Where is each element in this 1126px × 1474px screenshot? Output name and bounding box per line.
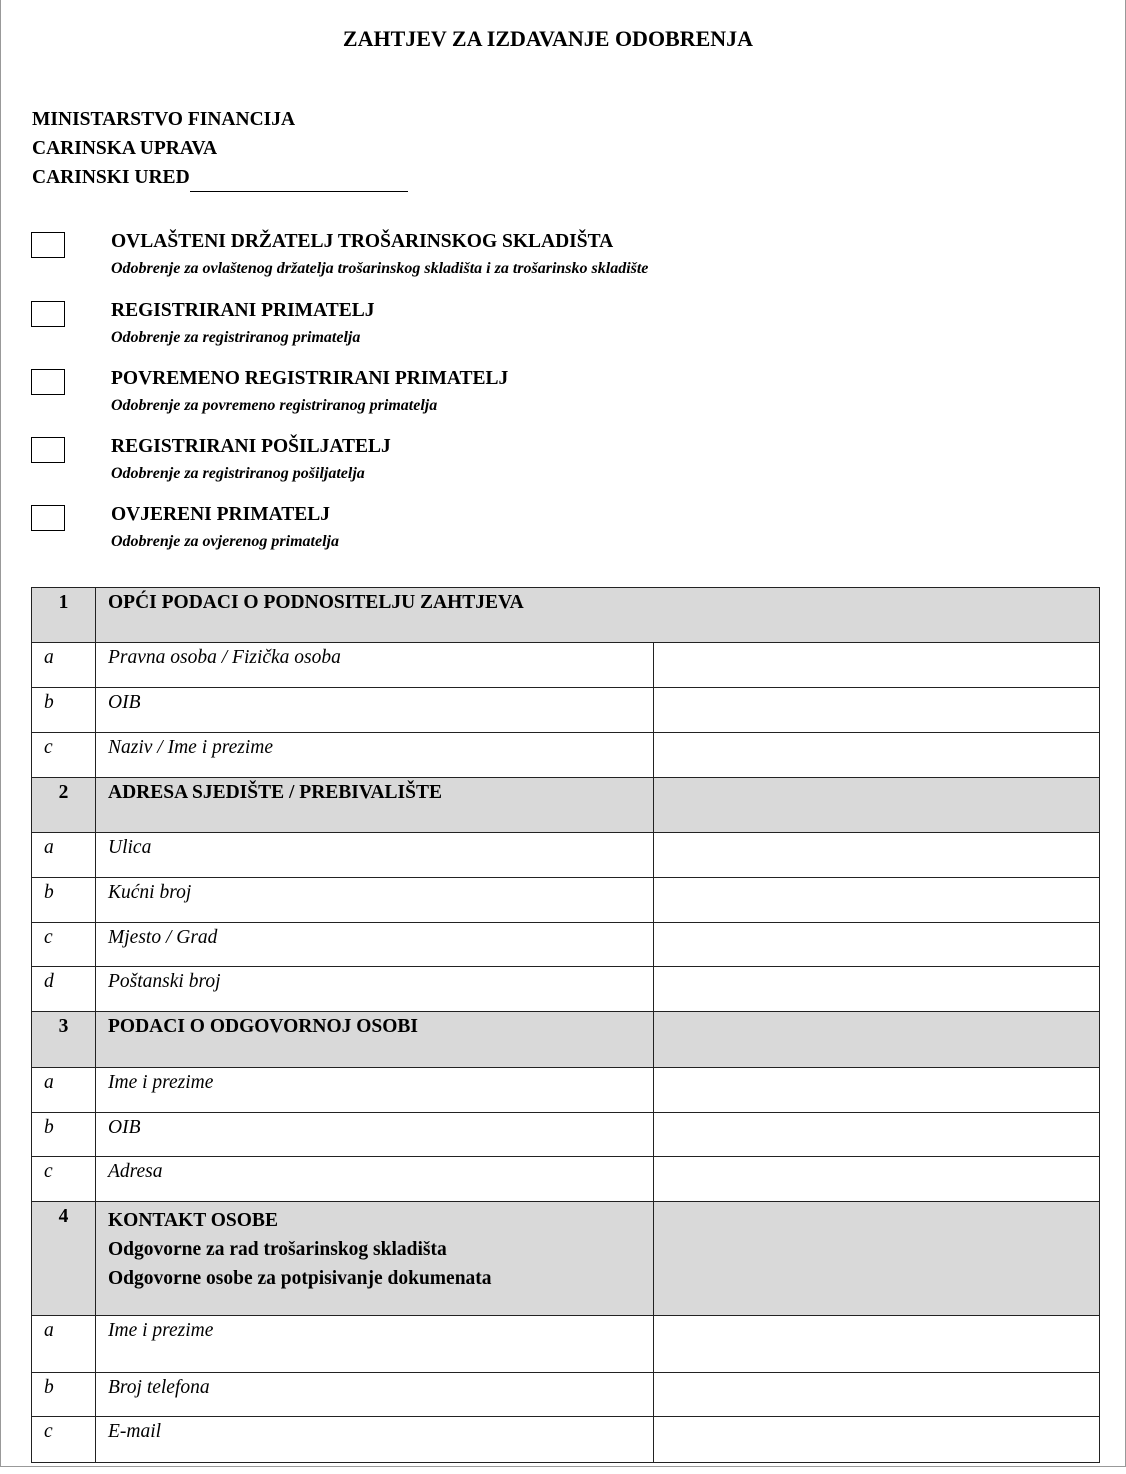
option-title: POVREMENO REGISTRIRANI PRIMATELJ bbox=[111, 368, 509, 389]
postal-code-field[interactable] bbox=[654, 967, 1100, 1012]
row-label: Pravna osoba / Fizička osoba bbox=[96, 643, 654, 688]
oib-field[interactable] bbox=[654, 688, 1100, 733]
row-label: Naziv / Ime i prezime bbox=[96, 733, 654, 778]
responsible-name-field[interactable] bbox=[654, 1068, 1100, 1113]
row-key: a bbox=[32, 1316, 96, 1373]
customs-office-line bbox=[32, 163, 408, 192]
row-label: Ime i prezime bbox=[96, 1316, 654, 1373]
row-key: c bbox=[32, 923, 96, 967]
section-title: ADRESA SJEDIŠTE / PREBIVALIŠTE bbox=[96, 778, 654, 833]
responsible-oib-field[interactable] bbox=[654, 1113, 1100, 1157]
table-row bbox=[32, 1316, 1100, 1373]
row-key: b bbox=[32, 878, 96, 923]
option-authorised-warehousekeeper bbox=[31, 232, 1031, 292]
section-header-2 bbox=[32, 778, 1100, 833]
option-registered-consignee bbox=[31, 301, 1031, 361]
checkbox[interactable] bbox=[31, 505, 65, 531]
table-row bbox=[32, 643, 1100, 688]
name-field[interactable] bbox=[654, 733, 1100, 778]
table-row bbox=[32, 923, 1100, 967]
option-title: OVLAŠTENI DRŽATELJ TROŠARINSKOG SKLADIŠTA bbox=[111, 231, 614, 252]
section-number: 3 bbox=[32, 1012, 96, 1068]
row-key: a bbox=[32, 833, 96, 878]
section-header-4 bbox=[32, 1202, 1100, 1316]
row-key: b bbox=[32, 1113, 96, 1157]
section-subtitle: Odgovorne osobe za potpisivanje dokumenata bbox=[108, 1268, 492, 1289]
section-title: PODACI O ODGOVORNOJ OSOBI bbox=[96, 1012, 654, 1068]
option-subtitle: Odobrenje za ovlaštenog držatelja trošarinskog skladišta i za trošarinsko skladište bbox=[111, 260, 649, 277]
row-key: c bbox=[32, 1157, 96, 1202]
row-label: E-mail bbox=[96, 1417, 654, 1463]
table-row bbox=[32, 833, 1100, 878]
row-label: Ulica bbox=[96, 833, 654, 878]
table-row bbox=[32, 1417, 1100, 1463]
section-subtitle: Odgovorne za rad trošarinskog skladišta bbox=[108, 1239, 447, 1260]
row-label: OIB bbox=[96, 1113, 654, 1157]
option-certified-consignee bbox=[31, 505, 1031, 565]
email-field[interactable] bbox=[654, 1417, 1100, 1463]
option-subtitle: Odobrenje za povremeno registriranog primatelja bbox=[111, 397, 438, 414]
checkbox[interactable] bbox=[31, 232, 65, 258]
section-header-3 bbox=[32, 1012, 1100, 1068]
option-title: OVJERENI PRIMATELJ bbox=[111, 504, 331, 525]
row-key: a bbox=[32, 643, 96, 688]
row-key: c bbox=[32, 1417, 96, 1463]
section-number: 1 bbox=[32, 588, 96, 643]
ministry-name: MINISTARSTVO FINANCIJA bbox=[32, 109, 296, 130]
option-registered-consignor bbox=[31, 437, 1031, 497]
checkbox[interactable] bbox=[31, 369, 65, 395]
section-empty-cell bbox=[654, 1012, 1100, 1068]
table-row bbox=[32, 688, 1100, 733]
customs-office-label: CARINSKI URED bbox=[32, 167, 190, 188]
customs-office-field[interactable] bbox=[190, 171, 408, 192]
option-subtitle: Odobrenje za ovjerenog primatelja bbox=[111, 533, 339, 550]
application-form-table bbox=[31, 587, 1100, 1463]
row-label: Broj telefona bbox=[96, 1373, 654, 1417]
city-field[interactable] bbox=[654, 923, 1100, 967]
section-title: OPĆI PODACI O PODNOSITELJU ZAHTJEVA bbox=[96, 588, 1100, 643]
row-key: b bbox=[32, 688, 96, 733]
option-temporary-registered-consignee bbox=[31, 369, 1031, 429]
option-title: REGISTRIRANI POŠILJATELJ bbox=[111, 436, 391, 457]
house-number-field[interactable] bbox=[654, 878, 1100, 923]
row-label: Kućni broj bbox=[96, 878, 654, 923]
legal-natural-person-field[interactable] bbox=[654, 643, 1100, 688]
option-title: REGISTRIRANI PRIMATELJ bbox=[111, 300, 375, 321]
row-label: Adresa bbox=[96, 1157, 654, 1202]
table-row bbox=[32, 967, 1100, 1012]
table-row bbox=[32, 733, 1100, 778]
row-label: Ime i prezime bbox=[96, 1068, 654, 1113]
section-empty-cell bbox=[654, 1202, 1100, 1316]
document-title: ZAHTJEV ZA IZDAVANJE ODOBRENJA bbox=[342, 26, 754, 51]
row-label: Mjesto / Grad bbox=[96, 923, 654, 967]
table-row bbox=[32, 1068, 1100, 1113]
section-number: 4 bbox=[32, 1202, 96, 1316]
row-key: d bbox=[32, 967, 96, 1012]
table-row bbox=[32, 1157, 1100, 1202]
row-key: a bbox=[32, 1068, 96, 1113]
row-label: OIB bbox=[96, 688, 654, 733]
responsible-address-field[interactable] bbox=[654, 1157, 1100, 1202]
section-number: 2 bbox=[32, 778, 96, 833]
table-row bbox=[32, 1373, 1100, 1417]
phone-field[interactable] bbox=[654, 1373, 1100, 1417]
option-subtitle: Odobrenje za registriranog primatelja bbox=[111, 329, 361, 346]
section-empty-cell bbox=[654, 778, 1100, 833]
checkbox[interactable] bbox=[31, 437, 65, 463]
table-row bbox=[32, 878, 1100, 923]
street-field[interactable] bbox=[654, 833, 1100, 878]
section-title: KONTAKT OSOBE bbox=[108, 1210, 278, 1231]
section-header-1 bbox=[32, 588, 1100, 643]
row-key: c bbox=[32, 733, 96, 778]
checkbox[interactable] bbox=[31, 301, 65, 327]
row-label: Poštanski broj bbox=[96, 967, 654, 1012]
contact-name-field[interactable] bbox=[654, 1316, 1100, 1373]
row-key: b bbox=[32, 1373, 96, 1417]
section-title-cell bbox=[96, 1202, 654, 1316]
customs-administration: CARINSKA UPRAVA bbox=[32, 138, 218, 159]
table-row bbox=[32, 1113, 1100, 1157]
option-subtitle: Odobrenje za registriranog pošiljatelja bbox=[111, 465, 365, 482]
